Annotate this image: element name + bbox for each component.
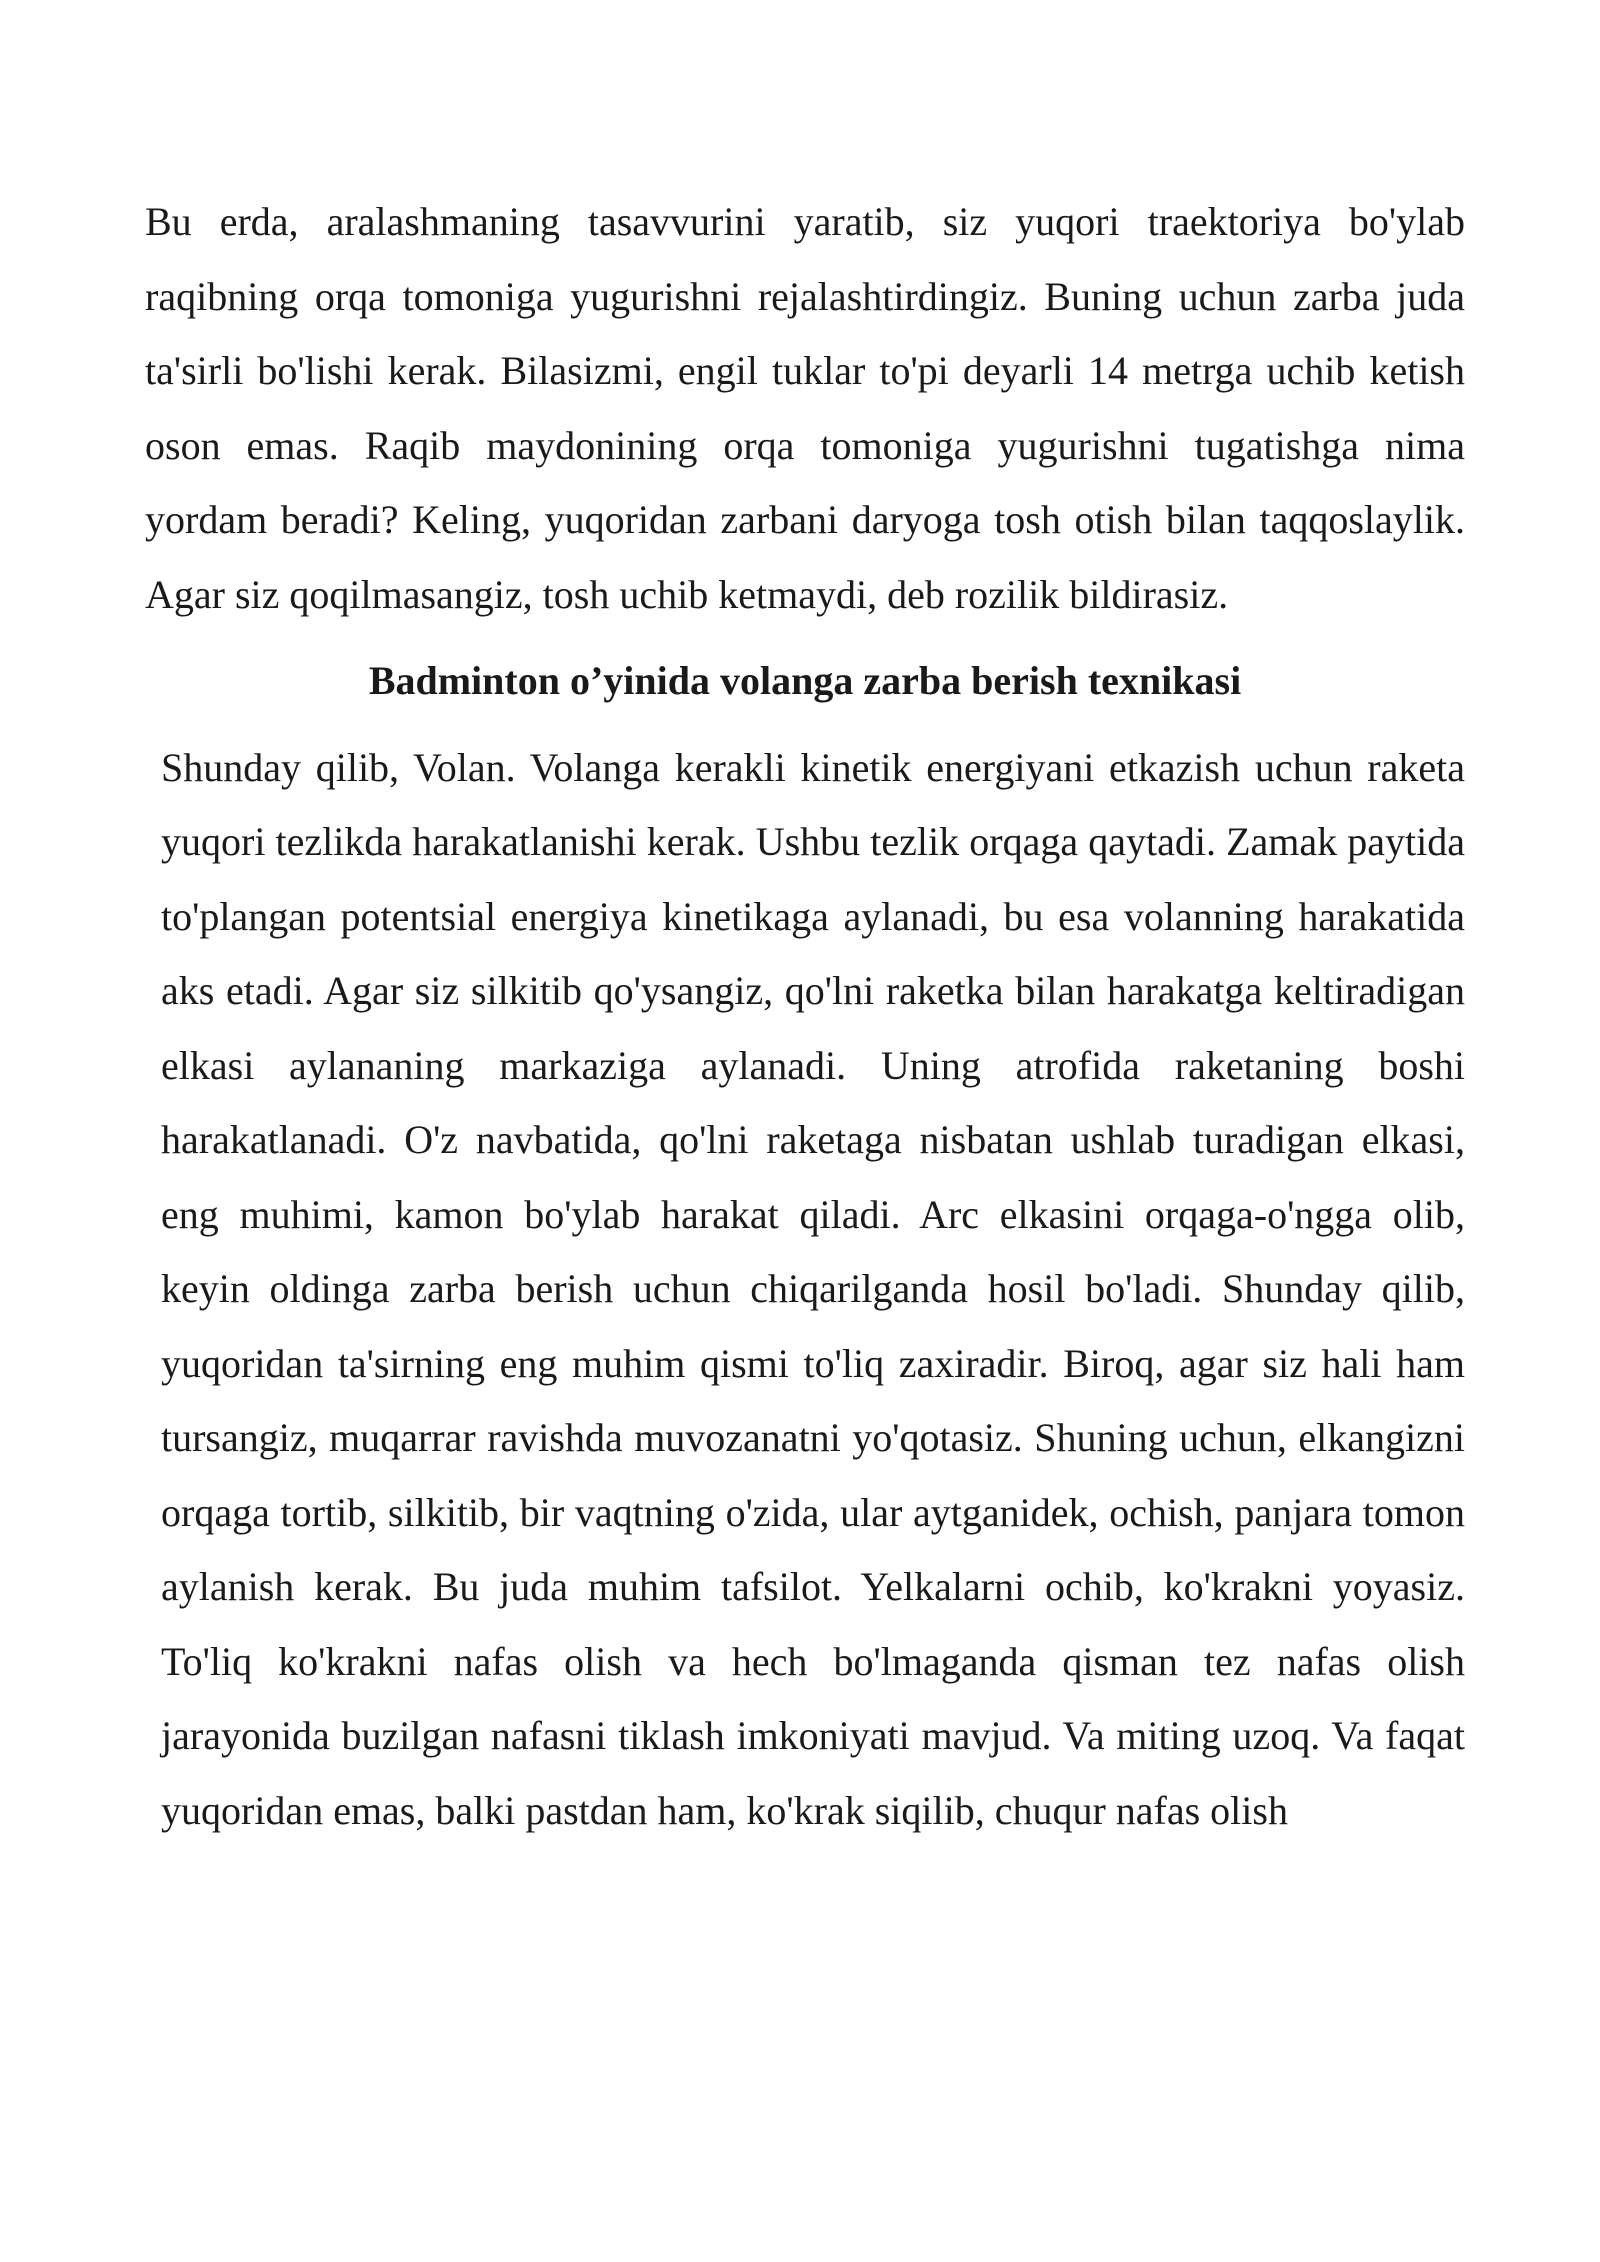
- section-heading: Badminton o’yinida volanga zarba berish texnikasi: [368, 658, 1242, 703]
- paragraph-technique: Shunday qilib, Volan. Volanga kerakli kinetik energiyani etkazish uchun raketa yuqori tezlikda harakatlanishi kerak. Ushbu tezlik orqaga qaytadi. Zamak paytida to'plangan potentsial energiya kinetikaga aylanadi, bu esa volanning harakatida aks etadi. Agar siz silkitib qo'ysangiz, qo'lni raketka bilan harakatga keltiradigan elkasi aylananing markaziga aylanadi. Uning atrofida raketaning boshi harakatlanadi. O'z navbatida, qo'lni raketaga nisbatan ushlab turadigan elkasi, eng muhimi, kamon bo'ylab harakat qiladi. Arc elkasini orqaga-o'ngga olib, keyin oldinga zarba berish uchun chiqarilganda hosil bo'ladi. Shunday qilib, yuqoridan ta'sirning eng muhim qismi to'liq zaxiradir. Biroq, agar siz hali ham tursangiz, muqarrar ravishda muvozanatni yo'qotasiz. Shuning uchun, elkangizni orqaga tortib, silkitib, bir vaqtning o'zida, ular aytganidek, ochish, panjara tomon aylanish kerak. Bu juda muhim tafsilot. Yelkalarni ochib, ko'krakni yoyasiz. To'liq ko'krakni nafas olish va hech bo'lmaganda qisman tez nafas olish jarayonida buzilgan nafasni tiklash imkoniyati mavjud. Va miting uzoq. Va faqat yuqoridan emas, balki pastdan ham, ko'krak siqilib, chuqur nafas olish: [161, 744, 1465, 1833]
- document-page: [145, 185, 1465, 1848]
- paragraph-intro: Bu erda, aralashmaning tasavvurini yaratib, siz yuqori traektoriya bo'ylab raqibning orqa tomoniga yugurishni rejalashtirdingiz. Buning uchun zarba juda ta'sirli bo'lishi kerak. Bilasizmi, engil tuklar to'pi deyarli 14 metrga uchib ketish oson emas. Raqib maydonining orqa tomoniga yugurishni tugatishga nima yordam beradi? Keling, yuqoridan zarbani daryoga tosh otish bilan taqqoslaylik. Agar siz qoqilmasangiz, tosh uchib ketmaydi, deb rozilik bildirasiz.: [145, 199, 1465, 617]
